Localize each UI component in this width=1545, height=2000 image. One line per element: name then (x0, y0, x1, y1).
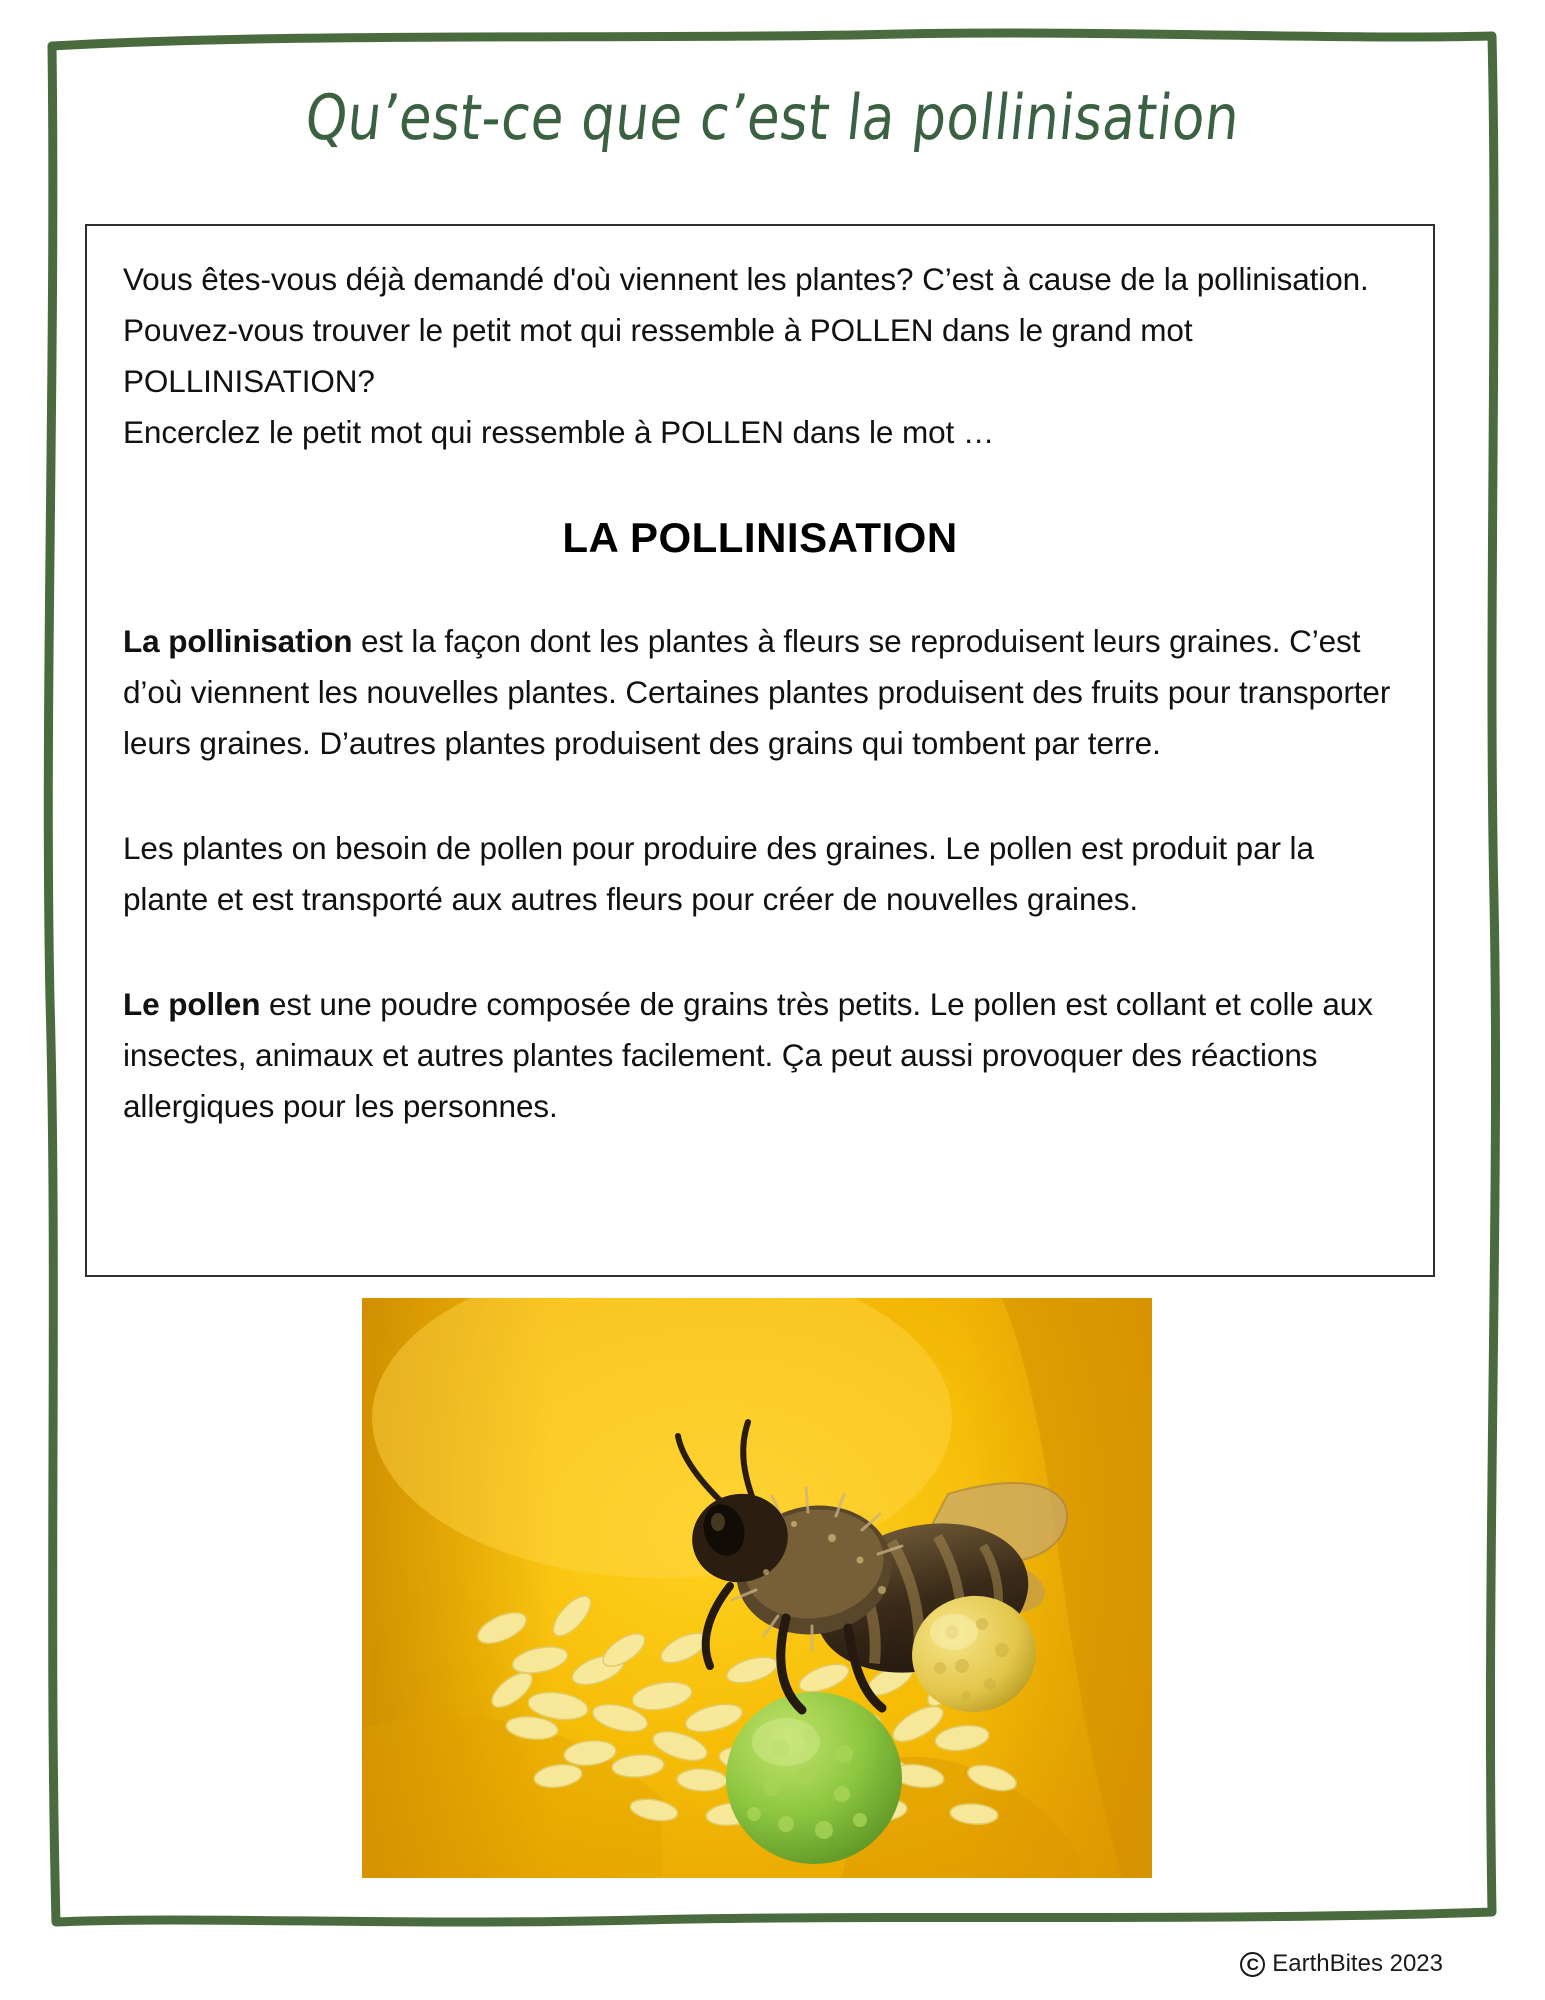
bee-on-flower-photo (362, 1298, 1152, 1878)
intro-line-3: Encerclez le petit mot qui ressemble à POLLEN dans le mot … (123, 414, 995, 450)
photo-illustration (362, 1298, 1152, 1878)
intro-block (123, 254, 1397, 458)
paragraph-le-pollen (123, 979, 1397, 1132)
paragraph-body-2: Les plantes on besoin de pollen pour produire des graines. Le pollen est produit par la plante et est transporté aux autres fleurs pour créer de nouvelles graines. (123, 830, 1314, 917)
intro-line-2: Pouvez-vous trouver le petit mot qui ressemble à POLLEN dans le grand mot POLLINISATION? (123, 312, 1193, 399)
paragraph-lead-3: Le pollen (123, 986, 261, 1022)
copyright-footer (1240, 1950, 1443, 1978)
paragraph-pollinisation (123, 616, 1397, 769)
intro-line-1: Vous êtes-vous déjà demandé d'où viennent les plantes? C’est à cause de la pollinisation. (123, 261, 1369, 297)
stigma (726, 1692, 902, 1864)
paragraph-body-3: est une poudre composée de grains très petits. Le pollen est collant et colle aux insectes, animaux et autres plantes facilement. Ça peut aussi provoquer des réactions allergiques pour les personnes. (123, 986, 1373, 1124)
paragraph-plantes-pollen (123, 823, 1397, 925)
section-heading: LA POLLINISATION (562, 514, 958, 561)
copyright-icon: C (1240, 1952, 1265, 1977)
paragraph-lead-1: La pollinisation (123, 623, 353, 659)
page-title: Qu’est-ce que c’est la pollinisation (301, 82, 1244, 155)
content-text-box (85, 224, 1435, 1277)
paragraph-body-1: est la façon dont les plantes à fleurs se reproduisent leurs graines. C’est d’où viennent les nouvelles plantes. Certaines plantes produisent des fruits pour transporter leurs graines. D’autres plantes produisent des grains qui tombent par terre. (123, 623, 1391, 761)
copyright-text: EarthBites 2023 (1272, 1950, 1443, 1977)
